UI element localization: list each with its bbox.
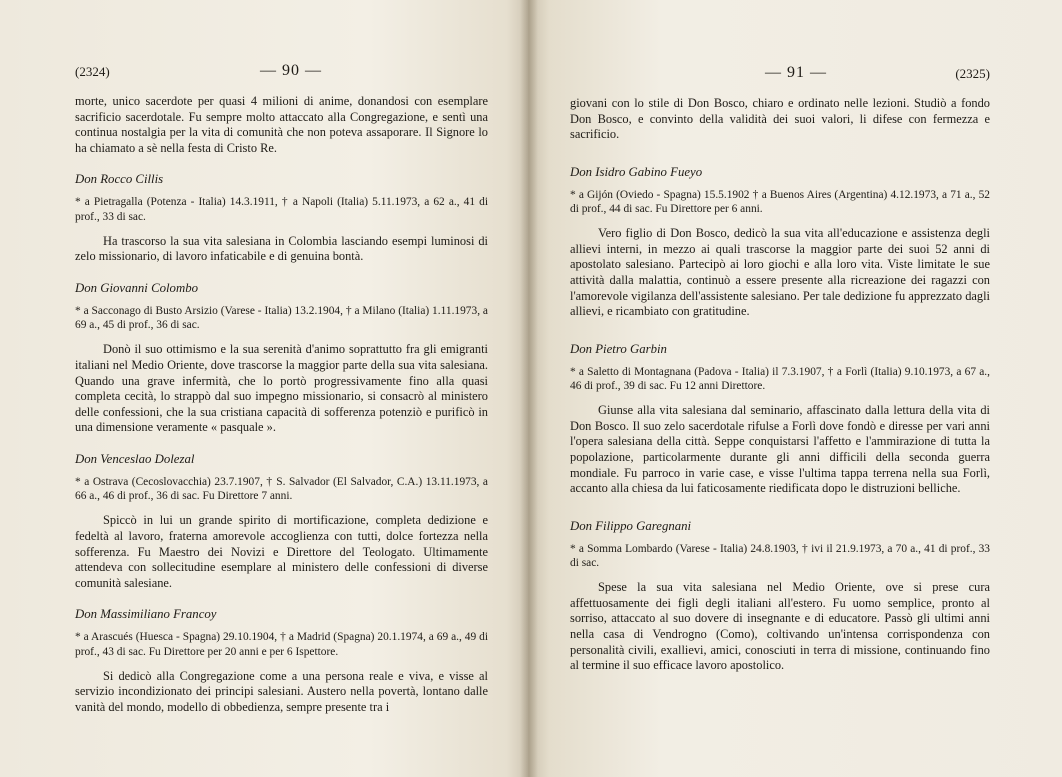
obituary-entry — [570, 519, 990, 674]
entry-text: Giunse alla vita salesiana dal seminario, affascinato dalla lettura della vita di Don Bosco. Il suo zelo sacerdotale rifulse a Forlì dove fondò e diresse per vari anni l'opera salesiana della città. Seppe conquistarsi l'affetto e l'ammirazione di tutta la popolazione, particolarmente durante gli anni difficili della seconda guerra mondiale. Fu parroco in varie case, e visse l'ultima tappa terrena nella sua Forlì, accanto alla chiesa da lui faticosamente riedificata dopo le distruzioni belliche. — [570, 403, 990, 496]
obituary-entry — [75, 452, 488, 591]
entry-text: Donò il suo ottimismo e la sua serenità d'animo soprattutto fra gli emigranti italiani nel Medio Oriente, dove trascorse la maggior parte della sua vita salesiana. Quando una grave infermità, che lo portò progressivamente fino alla quasi completa cecità, lo strappò dal suo impegno missionario, si consacrò al ministero delle confessioni, che la sua cristiana capacità di sofferenza potenziò e purificò in una dimensione veramente « pasquale ». — [75, 342, 488, 435]
entry-dates: * a Arascués (Huesca - Spagna) 29.10.1904, † a Madrid (Spagna) 20.1.1974, a 69 a., 49 di prof., 43 di sac. Fu Direttore per 20 anni e per 6 Ispettore. — [75, 631, 488, 658]
entry-dates: * a Gijón (Oviedo - Spagna) 15.5.1902 † a Buenos Aires (Argentina) 4.12.1973, a 71 a., 52 di prof., 44 di sac. Fu Direttore per 6 anni. — [570, 188, 990, 215]
entry-dates: * a Sacconago di Busto Arsizio (Varese - Italia) 13.2.1904, † a Milano (Italia) 1.11.1973, a 69 a., 45 di prof., 36 di sac. — [75, 304, 488, 332]
entry-dates: * a Somma Lombardo (Varese - Italia) 24.8.1903, † ivi il 21.9.1973, a 70 a., 41 di prof., 33 di sac. — [570, 542, 990, 569]
entry-name: Don Isidro Gabino Fueyo — [570, 164, 703, 179]
obituary-entry — [75, 607, 488, 715]
right-page-number: — 91 — — [765, 64, 827, 81]
right-page-code: (2325) — [955, 66, 990, 81]
entry-text: Ha trascorso la sua vita salesiana in Colombia lasciando esempi luminosi di zelo missionario, di lavoro infaticabile e di genuina bontà. — [75, 233, 488, 264]
entry-name: Don Filippo Garegnani — [570, 518, 692, 533]
entry-name: Don Rocco Cillis — [75, 172, 164, 187]
entry-name: Don Massimiliano Francoy — [75, 607, 217, 622]
right-page — [528, 0, 1062, 777]
right-page-header — [570, 62, 990, 84]
obituary-entry — [75, 281, 488, 436]
obituary-entry — [570, 165, 990, 320]
entry-dates: * a Pietragalla (Potenza - Italia) 14.3.1911, † a Napoli (Italia) 5.11.1973, a 62 a., 41 di prof., 33 di sac. — [75, 196, 488, 223]
entry-name: Don Pietro Garbin — [570, 341, 667, 356]
entry-dates: * a Ostrava (Cecoslovacchia) 23.7.1907, † S. Salvador (El Salvador, C.A.) 13.11.1973, a 66 a., 46 di prof., 36 di sac. Fu Direttore 7 anni. — [75, 475, 488, 503]
left-page-code: (2324) — [75, 64, 110, 79]
left-page — [0, 0, 528, 777]
left-continuation-text: morte, unico sacerdote per quasi 4 milioni di anime, donandosi con esemplare sacrificio sacerdotale. Fu sempre molto attaccato alla Congregazione, e sentì una continua nostalgia per la vita di comunità che non poteva assaporare. Il Signore lo ha chiamato a sè nella festa di Cristo Re. — [75, 94, 488, 155]
entry-text: Spese la sua vita salesiana nel Medio Oriente, ove si prese cura affettuosamente dei figli degli italiani all'estero. Fu uomo semplice, pronto al sorriso, attaccato al suo dovere di insegnante e di educatore. Passò gli ultimi anni nella casa di Vendrogno (Como), coltivando un'intensa corrispondenza con personalità civili, exallievi, amici, conosciuti in terra di missione, continuando fino al termine il suo efficace lavoro apostolico. — [570, 580, 990, 673]
entry-text: Vero figlio di Don Bosco, dedicò la sua vita all'educazione e assistenza degli allievi interni, in mezzo ai quali trascorse la maggior parte dei suoi 52 anni di apostolato salesiano. Partecipò ai loro giochi e alla loro vita. Viste limitate le sue attività dalla malattia, continuò a essere presente alla ricreazione dei ragazzi con l'amorevole vigilanza dell'assistente salesiano. Per tale dedizione fu apprezzato dagli allievi, e ricambiato con gratitudine. — [570, 226, 990, 319]
left-page-number: — 90 — — [260, 62, 322, 79]
obituary-entry — [570, 342, 990, 497]
obituary-entry — [75, 172, 488, 265]
entry-name: Don Giovanni Colombo — [75, 280, 198, 295]
left-page-header — [75, 60, 488, 82]
entry-name: Don Venceslao Dolezal — [75, 451, 195, 466]
entry-dates: * a Saletto di Montagnana (Padova - Italia) il 7.3.1907, † a Forlì (Italia) 9.10.1973, a 67 a., 46 di prof., 39 di sac. Fu 12 anni Direttore. — [570, 365, 990, 392]
entry-text: Si dedicò alla Congregazione come a una persona reale e viva, e visse al servizio incondizionato dei principi salesiani. Austero nella povertà, lontano dalle vanità del mondo, modello di obbedienza, sempre presente tra i — [75, 668, 488, 714]
entry-text: Spiccò in lui un grande spirito di mortificazione, completa dedizione e fedeltà al lavoro, fraterna amorevole accoglienza con tutti, dolce fortezza nella sofferenza. Fu Maestro dei Novizi e Direttore del Teologato. Ultimamente attendeva con sollecitudine esemplare al ministero delle confessioni di diverse comunità salesiane. — [75, 513, 488, 590]
right-continuation-text: giovani con lo stile di Don Bosco, chiaro e ordinato nelle lezioni. Studiò a fondo Don Bosco, e convinto della validità dei suoi valori, li difese con fermezza e sacrificio. — [570, 96, 990, 142]
